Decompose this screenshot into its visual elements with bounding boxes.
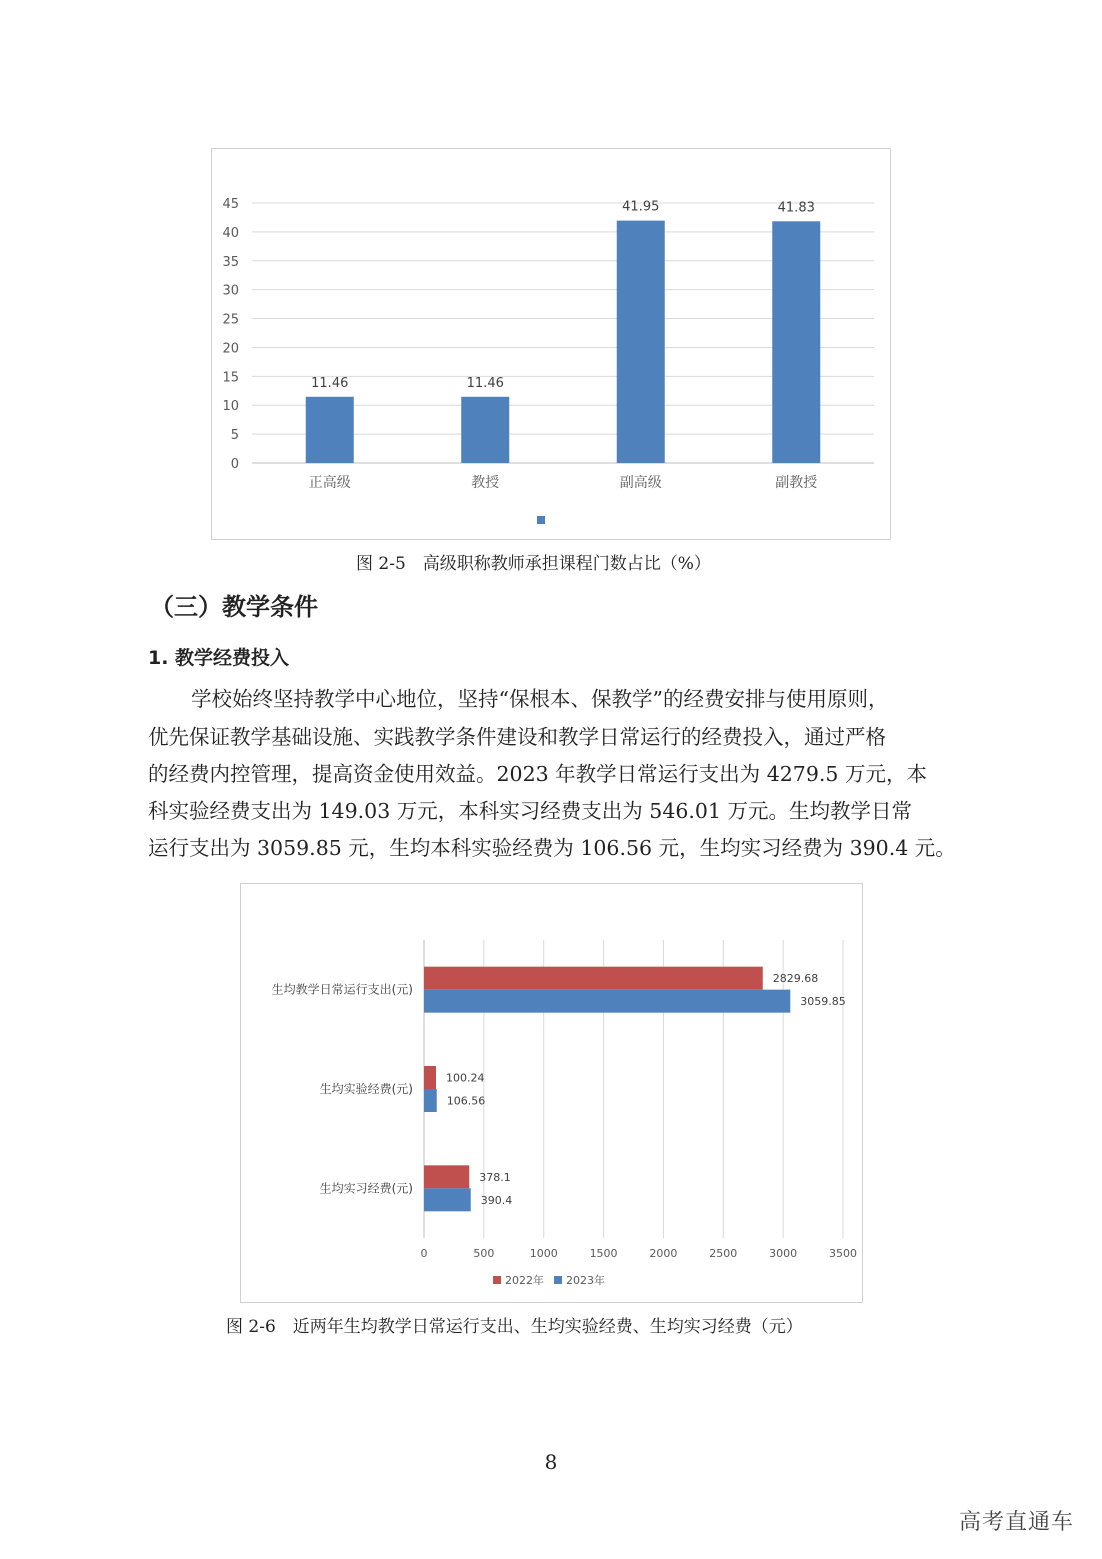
x-tick-label: 正高级 (308, 475, 351, 491)
paragraph-line-3: 的经费内控管理，提高资金使用效益。2023 年教学日常运行支出为 4279.5 万元，本 (148, 762, 927, 786)
bar (306, 397, 354, 463)
y-tick-label: 40 (222, 225, 239, 241)
x-tick-label: 0 (420, 1247, 428, 1260)
paragraph-line-5: 运行支出为 3059.85 元，生均本科实验经费为 106.56 元，生均实习经费为 390.4 元。 (148, 836, 956, 860)
legend-swatch (493, 1276, 501, 1284)
x-tick-label: 2500 (709, 1247, 738, 1260)
bar (617, 221, 665, 463)
bar (424, 1188, 471, 1211)
y-tick-label: 45 (222, 197, 239, 212)
data-label: 378.1 (479, 1170, 511, 1184)
watermark: 高考直通车 (958, 1510, 1074, 1535)
data-label: 390.4 (480, 1193, 513, 1207)
y-tick-label: 生均实习经费(元) (319, 1181, 413, 1196)
chart-2-6-svg (241, 884, 862, 1302)
data-label: 41.95 (622, 199, 660, 215)
x-tick-label: 教授 (471, 475, 500, 491)
x-tick-label: 2000 (649, 1247, 678, 1260)
bar (424, 990, 790, 1013)
paragraph-line-1: 学校始终坚持教学中心地位，坚持“保根本、保教学”的经费安排与使用原则， (191, 687, 889, 711)
x-tick-label: 3000 (769, 1247, 798, 1260)
y-tick-label: 35 (222, 254, 239, 270)
y-tick-label: 5 (230, 428, 239, 444)
y-tick-label: 15 (222, 370, 239, 386)
figure-caption-2-5: 图 2-5 高级职称教师承担课程门数占比（%） (356, 554, 711, 574)
data-label: 41.83 (777, 200, 815, 216)
y-tick-label: 10 (222, 399, 239, 415)
chart-2-5-svg (212, 149, 890, 539)
legend-swatch (537, 516, 545, 524)
bar (424, 1089, 437, 1112)
bar (772, 221, 820, 463)
bar (424, 967, 763, 990)
x-tick-label: 副教授 (775, 475, 818, 491)
x-tick-label: 500 (473, 1247, 495, 1260)
data-label: 2829.68 (772, 972, 819, 986)
bar (424, 1066, 436, 1089)
chart-2-6 (240, 883, 863, 1303)
data-label: 11.46 (311, 375, 349, 391)
y-tick-label: 20 (222, 341, 239, 357)
data-label: 106.56 (446, 1094, 486, 1108)
legend-swatch (554, 1276, 562, 1284)
paragraph-line-2: 优先保证教学基础设施、实践教学条件建设和教学日常运行的经费投入，通过严格 (148, 725, 886, 749)
x-tick-label: 1000 (529, 1247, 558, 1260)
page-number: 8 (544, 1450, 558, 1474)
section-heading: （三）教学条件 (150, 593, 318, 621)
y-tick-label: 30 (222, 283, 239, 299)
legend-label: 2022年 (505, 1274, 544, 1287)
paragraph-line-4: 科实验经费支出为 149.03 万元，本科实习经费支出为 546.01 万元。生均教学日常 (148, 799, 913, 823)
x-tick-label: 副高级 (619, 475, 662, 491)
data-label: 100.24 (446, 1071, 485, 1085)
data-label: 3059.85 (800, 995, 846, 1009)
y-tick-label: 生均教学日常运行支出(元) (271, 982, 413, 997)
data-label: 11.46 (466, 375, 504, 391)
x-tick-label: 3500 (829, 1247, 857, 1260)
figure-caption-2-6: 图 2-6 近两年生均教学日常运行支出、生均实验经费、生均实习经费（元） (226, 1317, 803, 1337)
y-tick-label: 25 (222, 312, 239, 328)
subheading: 1. 教学经费投入 (148, 647, 290, 669)
legend-label: 2023年 (566, 1274, 605, 1287)
y-tick-label: 生均实验经费(元) (319, 1082, 413, 1096)
y-tick-label: 0 (230, 457, 239, 472)
chart-2-5 (211, 148, 891, 540)
bar (461, 397, 509, 463)
bar (424, 1165, 469, 1188)
x-tick-label: 1500 (589, 1247, 618, 1260)
